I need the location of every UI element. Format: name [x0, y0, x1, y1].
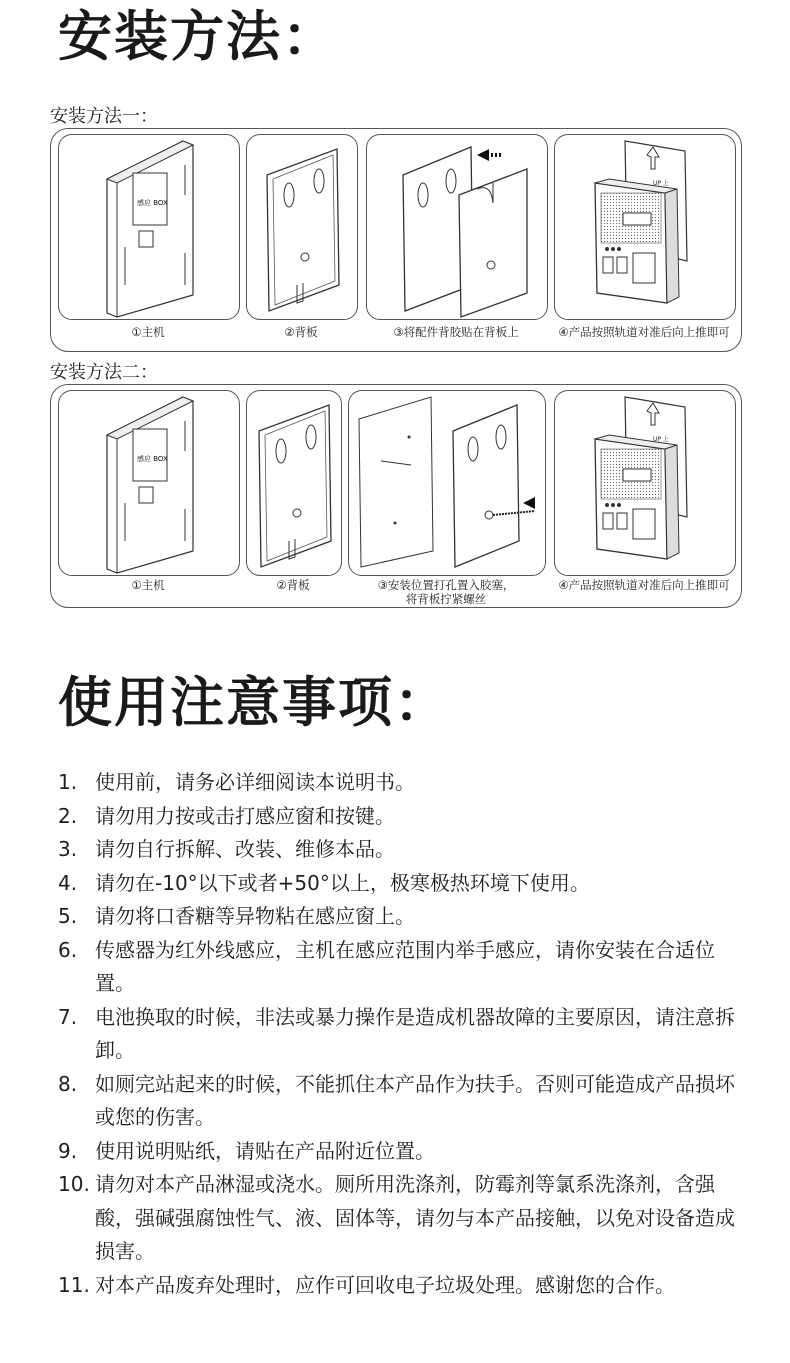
method-2-caption-4: ④产品按照轨道对准后向上推即可: [558, 578, 730, 592]
adhesive-illustration: [366, 134, 548, 320]
note-number: 10.: [58, 1172, 90, 1196]
note-text: 使用前，请务必详细阅读本说明书。: [95, 770, 415, 794]
drill-install-illustration: [348, 390, 546, 576]
note-number: 5.: [58, 904, 78, 928]
method-1-caption-2: ②背板: [284, 325, 318, 339]
note-text: 请勿在-10°以下或者+50°以上，极寒极热环境下使用。: [95, 870, 590, 895]
note-item: [58, 867, 738, 901]
backplate-drawing-2: [247, 391, 341, 575]
rail-label: UP 上: [653, 180, 669, 187]
note-text: 请勿用力按或击打感应窗和按键。: [95, 803, 395, 828]
slide-up-drawing-2: [555, 391, 735, 575]
notes-list: [58, 766, 738, 1302]
adhesive-drawing: [367, 135, 547, 319]
main-unit-illustration: [58, 134, 240, 320]
slide-up-illustration: [554, 134, 736, 320]
method-2-caption-3b: 将背板拧紧螺丝: [405, 592, 487, 606]
method-2-caption-1: ①主机: [131, 578, 165, 592]
method-1-caption-4: ④产品按照轨道对准后向上推即可: [558, 325, 730, 339]
slide-up-drawing: [555, 135, 735, 319]
note-text: 请勿对本产品淋湿或浇水。厕所用洗涤剂，防霉剂等氯系洗涤剂，含强酸，强碱强腐蚀性气、液、固体等，请勿与本产品接触，以免对设备造成损害。: [95, 1172, 735, 1263]
note-item: [58, 1269, 738, 1303]
note-text: 如厕完站起来的时候，不能抓住本产品作为扶手。否则可能造成产品损坏或您的伤害。: [95, 1071, 735, 1129]
device-label: 感应 BOX: [137, 199, 168, 207]
drill-install-drawing: [349, 391, 545, 575]
main-unit-drawing: [59, 135, 239, 319]
method-1-label: 安装方法一：: [50, 106, 158, 127]
note-text: 请勿将口香糖等异物粘在感应窗上。: [95, 904, 415, 928]
main-unit-drawing-2: [59, 391, 239, 575]
note-number: 11.: [58, 1272, 90, 1297]
note-item: [58, 766, 738, 800]
backplate-illustration-2: [246, 390, 342, 576]
note-item: [58, 1135, 738, 1169]
method-2-label: 安装方法二：: [50, 362, 158, 383]
note-number: 2.: [58, 803, 78, 828]
backplate-illustration: [246, 134, 358, 320]
note-number: 4.: [58, 870, 78, 895]
device-label-2: 感应 BOX: [137, 455, 168, 463]
note-item: [58, 934, 738, 1001]
note-text: 电池换取的时候，非法或暴力操作是造成机器故障的主要原因，请注意拆卸。: [95, 1004, 735, 1062]
note-number: 3.: [58, 837, 78, 861]
note-text: 对本产品废弃处理时，应作可回收电子垃圾处理。感谢您的合作。: [95, 1272, 675, 1297]
note-item: [58, 900, 738, 934]
install-title: 安装方法：: [58, 5, 338, 68]
note-item: [58, 1168, 738, 1269]
slide-up-illustration-2: [554, 390, 736, 576]
note-text: 使用说明贴纸，请贴在产品附近位置。: [95, 1138, 435, 1163]
main-unit-illustration-2: [58, 390, 240, 576]
notes-title: 使用注意事项：: [58, 671, 450, 734]
note-item: [58, 1068, 738, 1135]
backplate-drawing: [247, 135, 357, 319]
note-text: 传感器为红外线感应，主机在感应范围内举手感应，请你安装在合适位置。: [95, 937, 715, 995]
method-2-caption-3a: ③安装位置打孔置入胶塞，: [377, 578, 515, 592]
note-number: 8.: [58, 1071, 78, 1096]
note-number: 9.: [58, 1138, 78, 1163]
note-number: 7.: [58, 1004, 78, 1029]
note-item: [58, 1001, 738, 1068]
note-text: 请勿自行拆解、改装、维修本品。: [95, 837, 395, 861]
note-item: [58, 800, 738, 834]
note-item: [58, 833, 738, 867]
rail-label-2: UP 上: [653, 436, 669, 443]
note-number: 1.: [58, 770, 78, 794]
method-2-caption-2: ②背板: [276, 578, 310, 592]
note-number: 6.: [58, 937, 78, 962]
method-1-caption-3: ③将配件背胶贴在背板上: [393, 325, 519, 339]
method-1-caption-1: ①主机: [131, 325, 165, 339]
